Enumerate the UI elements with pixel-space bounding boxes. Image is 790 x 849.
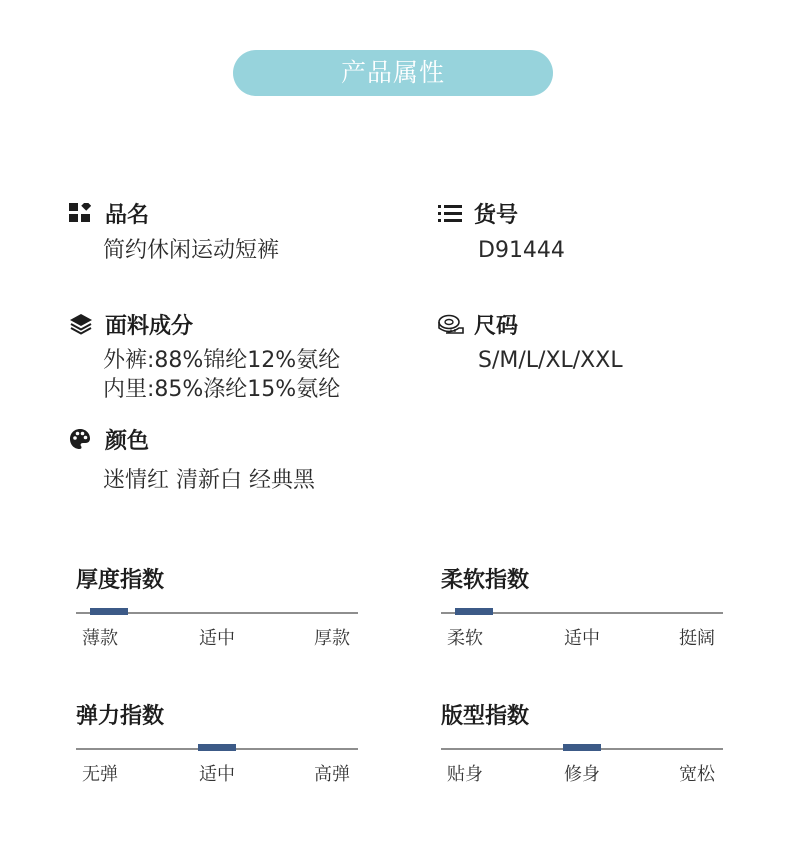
section-title: 产品属性: [233, 50, 553, 96]
index-tick: 适中: [199, 764, 235, 785]
index-tick: 挺阔: [679, 628, 715, 649]
index-tick: 贴身: [447, 764, 483, 785]
index-title: 柔软指数: [441, 568, 530, 593]
attr-value: S/M/L/XL/XXL: [478, 348, 623, 373]
attr-material: [69, 309, 340, 404]
index-title: 弹力指数: [76, 704, 165, 729]
index-tick: 适中: [564, 628, 600, 649]
attr-value: 迷情红 清新白 经典黑: [103, 468, 315, 493]
index-tick: 薄款: [82, 628, 118, 649]
attr-label: 品名: [105, 202, 150, 228]
attr-label: 面料成分: [105, 313, 194, 339]
index-elasticity: [76, 702, 358, 784]
tape-measure-icon: [438, 313, 464, 335]
index-title: 版型指数: [441, 704, 530, 729]
attr-color: [69, 424, 315, 495]
palette-icon: [69, 428, 95, 450]
index-track: [76, 612, 358, 614]
index-tick: 柔软: [447, 628, 483, 649]
index-marker: [563, 744, 601, 751]
index-track: [441, 612, 723, 614]
index-track: [76, 748, 358, 750]
attr-label: 货号: [474, 202, 519, 228]
index-marker: [90, 608, 128, 615]
index-tick: 修身: [564, 764, 600, 785]
attr-size: [438, 309, 623, 375]
index-marker: [455, 608, 493, 615]
index-title: 厚度指数: [76, 568, 165, 593]
index-thickness: [76, 566, 358, 648]
attr-label: 颜色: [105, 428, 150, 454]
attr-value: D91444: [478, 238, 565, 263]
attr-sku: [438, 198, 565, 265]
index-tick: 适中: [199, 628, 235, 649]
index-marker: [198, 744, 236, 751]
index-fit: [441, 702, 723, 784]
attr-value-line: 外裤:88%锦纶12%氨纶: [103, 348, 341, 373]
attr-product-name: [69, 198, 279, 265]
list-icon: [438, 202, 464, 224]
layers-icon: [69, 313, 95, 335]
attr-label: 尺码: [474, 313, 519, 339]
attr-value: 简约休闲运动短裤: [103, 238, 280, 263]
index-tick: 高弹: [314, 764, 350, 785]
attr-value-line: 内里:85%涤纶15%氨纶: [103, 377, 341, 402]
index-track: [441, 748, 723, 750]
index-tick: 宽松: [679, 764, 715, 785]
grid-icon: [69, 202, 95, 224]
index-softness: [441, 566, 723, 648]
index-tick: 厚款: [314, 628, 350, 649]
index-tick: 无弹: [82, 764, 118, 785]
